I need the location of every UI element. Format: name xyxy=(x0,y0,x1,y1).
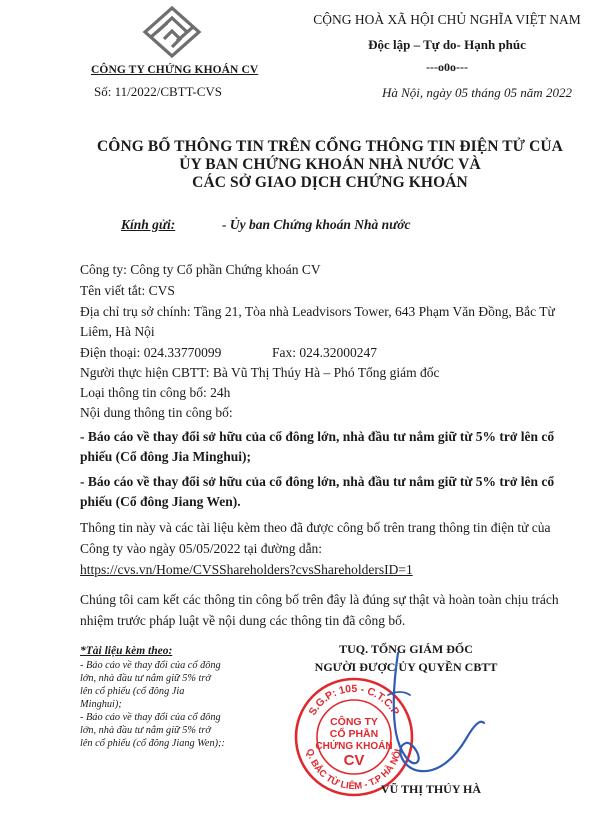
attachment-line: lớn, nhà đầu tư nắm giữ 5% trở xyxy=(80,725,211,736)
document-title-line-3: CÁC SỞ GIAO DỊCH CHỨNG KHOÁN xyxy=(192,174,468,191)
signer-name: VŨ THỊ THÚY HÀ xyxy=(380,782,482,796)
handwritten-signature-icon xyxy=(350,635,500,790)
attachment-line: lên cổ phiếu (cổ đông Jia xyxy=(80,686,185,697)
seal-center-line-4: CV xyxy=(343,752,365,769)
signature-title-line-2: NGƯỜI ĐƯỢC ỦY QUYỀN CBTT xyxy=(314,660,498,674)
document-title-line-2: ỦY BAN CHỨNG KHOÁN NHÀ NƯỚC VÀ xyxy=(179,156,481,173)
attachment-line: - Báo cáo về thay đổi của cổ đông xyxy=(80,712,221,723)
attachment-line: lên cổ phiếu (cổ đông Jiang Wen);: xyxy=(80,738,225,749)
recipient-value: - Ủy ban Chứng khoán Nhà nước xyxy=(222,217,411,232)
attachment-line: Minghui); xyxy=(80,699,122,710)
place-date: Hà Nội, ngày 05 tháng 05 năm 2022 xyxy=(382,85,572,100)
seal-ring-bottom: Q. BẮC TỪ LIÊM - T.P HÀ NỘI xyxy=(303,747,405,793)
content-item-2-line-2: phiếu (Cổ đông Jiang Wen). xyxy=(80,494,241,509)
disclosure-type-line: Loại thông tin công bố: 24h xyxy=(80,385,231,400)
seal-center-line-3: CHỨNG KHOÁN xyxy=(315,741,393,752)
commitment-line-2: nhiệm trước pháp luật về nội dung các thông tin đã công bố. xyxy=(80,613,406,628)
commitment-line-1: Chúng tôi cam kết các thông tin công bố trên đây là đúng sự thật và hoàn toàn chịu trách xyxy=(80,592,559,607)
content-item-2-line-1: - Báo cáo về thay đổi sở hữu của cổ đông lớn, nhà đầu tư nắm giữ từ 5% trở lên cổ xyxy=(80,474,555,489)
attachments-label: *Tài liệu kèm theo: xyxy=(80,645,173,657)
fax-line: Fax: 024.32000247 xyxy=(272,345,378,360)
content-label: Nội dung thông tin công bố: xyxy=(80,405,233,420)
content-item-1-line-1: - Báo cáo về thay đổi sở hữu của cổ đông lớn, nhà đầu tư nắm giữ từ 5% trở lên cổ xyxy=(80,429,555,444)
attachment-line: - Báo cáo về thay đổi của cổ đông xyxy=(80,660,221,671)
short-name-line: Tên viết tắt: CVS xyxy=(80,283,175,298)
address-line-1: Địa chỉ trụ sở chính: Tầng 21, Tòa nhà Leadvisors Tower, 643 Phạm Văn Đồng, Bắc Từ xyxy=(80,304,555,319)
seal-center-line-1: CÔNG TY xyxy=(330,716,378,728)
publication-line-2: Công ty vào ngày 05/05/2022 tại đường dẫn: xyxy=(80,541,323,556)
recipient-label: Kính gửi: xyxy=(121,217,176,232)
national-motto: Độc lập – Tự do- Hạnh phúc xyxy=(368,37,526,52)
publication-line-1: Thông tin này và các tài liệu kèm theo đã được công bố trên trang thông tin điện tử của xyxy=(80,520,551,535)
national-title: CỘNG HOÀ XÃ HỘI CHỦ NGHĨA VIỆT NAM xyxy=(313,12,581,27)
signature-title-line-1: TUQ. TỔNG GIÁM ĐỐC xyxy=(339,642,473,656)
ornament: ---o0o--- xyxy=(426,60,468,74)
company-name: CÔNG TY CHỨNG KHOÁN CV xyxy=(91,64,259,76)
attachment-line: lớn, nhà đầu tư nắm giữ 5% trở xyxy=(80,673,211,684)
phone-line: Điện thoại: 024.33770099 xyxy=(80,345,222,360)
document-number: Số: 11/2022/CBTT-CVS xyxy=(94,84,222,99)
publication-link[interactable]: https://cvs.vn/Home/CVSShareholders?cvsShareholdersID=1 xyxy=(80,562,413,577)
document-title-line-1: CÔNG BỐ THÔNG TIN TRÊN CỔNG THÔNG TIN ĐIỆN TỬ CỦA xyxy=(97,138,563,155)
content-item-1-line-2: phiếu (Cổ đông Jia Minghui); xyxy=(80,449,252,464)
address-line-2: Liêm, Hà Nội xyxy=(80,324,155,339)
seal-ring-top: S.G.P: 105 - C.T.C.P xyxy=(306,682,402,718)
company-line: Công ty: Công ty Cổ phần Chứng khoán CV xyxy=(80,262,321,277)
disclosure-person-line: Người thực hiện CBTT: Bà Vũ Thị Thúy Hà – Phó Tổng giám đốc xyxy=(80,365,440,380)
company-logo-icon xyxy=(137,6,207,58)
seal-center-line-2: CỔ PHẦN xyxy=(329,728,379,740)
